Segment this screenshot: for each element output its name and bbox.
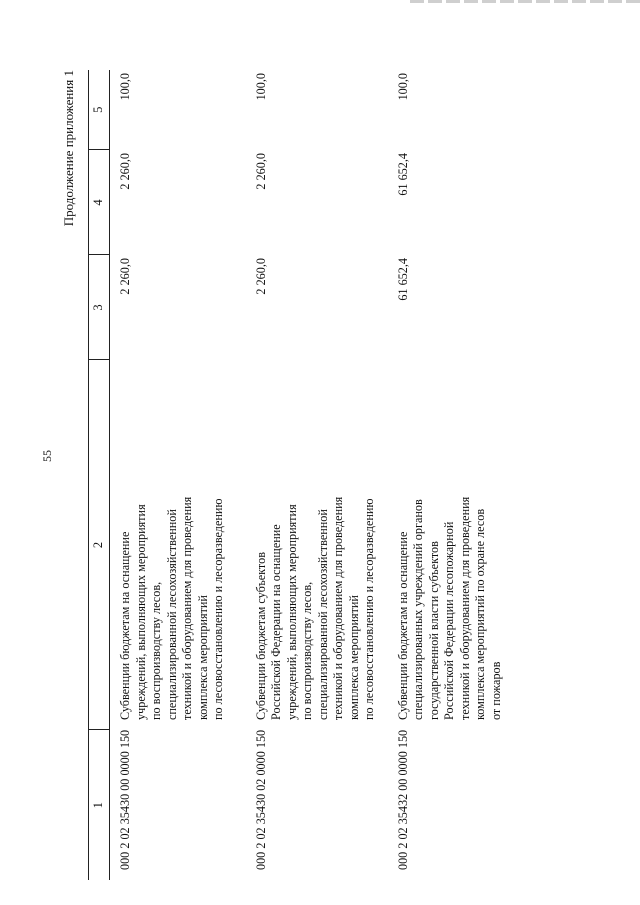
name-line: государственной власти субъектов [426, 541, 441, 720]
rotated-table-block [60, 70, 560, 880]
value-col-4: 2 260,0 [253, 153, 268, 190]
name-line: техникой и оборудованием для проведения [331, 496, 345, 720]
budget-table [88, 70, 533, 880]
name-line: учреждений, выполняющих мероприятия [284, 504, 299, 720]
name-line: по лесовосстановлению и лесоразведению [211, 498, 225, 720]
budget-code: 000 2 02 35430 00 0000 150 [118, 729, 132, 870]
name-line: техникой и оборудованием для проведения [457, 496, 472, 720]
name-line: специализированной лесохозяйственной [315, 509, 330, 720]
name-line: комплекса мероприятий [346, 595, 361, 720]
column-header-5: 5 [89, 70, 110, 150]
table-row [388, 70, 533, 880]
column-header-4: 4 [89, 150, 110, 255]
budget-item-name [110, 360, 246, 730]
name-line: техникой и оборудованием для проведения [180, 496, 194, 720]
value-col-3: 2 260,0 [253, 258, 268, 295]
name-line: Субвенции бюджетам на оснащение [118, 531, 132, 720]
column-header-1: 1 [89, 730, 110, 880]
column-header-2: 2 [89, 360, 110, 730]
name-line: Российской Федерации на оснащение [269, 524, 283, 720]
value-col-4: 61 652,4 [395, 153, 410, 196]
name-line: комплекса мероприятий [195, 595, 210, 720]
name-line: специализированной лесохозяйственной [164, 509, 179, 720]
value-col-5: 100,0 [253, 73, 268, 101]
table-header-row [89, 70, 110, 880]
value-col-5: 100,0 [395, 73, 410, 101]
budget-item-name [246, 360, 388, 730]
value-col-4: 2 260,0 [118, 153, 132, 190]
continuation-title: Продолжение приложения 1 [61, 70, 76, 227]
value-col-3: 61 652,4 [395, 258, 410, 301]
page-number: 55 [40, 450, 54, 462]
column-header-3: 3 [89, 255, 110, 360]
name-line: по воспроизводству лесов, [300, 581, 314, 720]
scan-edge-mark [410, 0, 640, 3]
value-col-3: 2 260,0 [118, 258, 132, 295]
name-line: учреждений, выполняющих мероприятия [133, 504, 148, 720]
budget-item-name [388, 360, 533, 730]
table-row [246, 70, 388, 880]
budget-code: 000 2 02 35432 00 0000 150 [395, 729, 410, 870]
name-line: от пожаров [488, 661, 503, 720]
value-col-5: 100,0 [118, 73, 132, 101]
name-line: Субвенции бюджетам на оснащение [395, 531, 410, 720]
budget-code: 000 2 02 35430 02 0000 150 [253, 729, 268, 870]
name-line: по лесовосстановлению и лесоразведению [362, 498, 376, 720]
table-row [110, 70, 246, 880]
name-line: Российской Федерации лесопожарной [442, 521, 456, 720]
name-line: Субвенции бюджетам субъектов [253, 552, 268, 720]
name-line: комплекса мероприятий по охране лесов [473, 508, 487, 720]
name-line: по воспроизводству лесов, [149, 581, 163, 720]
name-line: специализированных учреждений органов [411, 499, 425, 720]
